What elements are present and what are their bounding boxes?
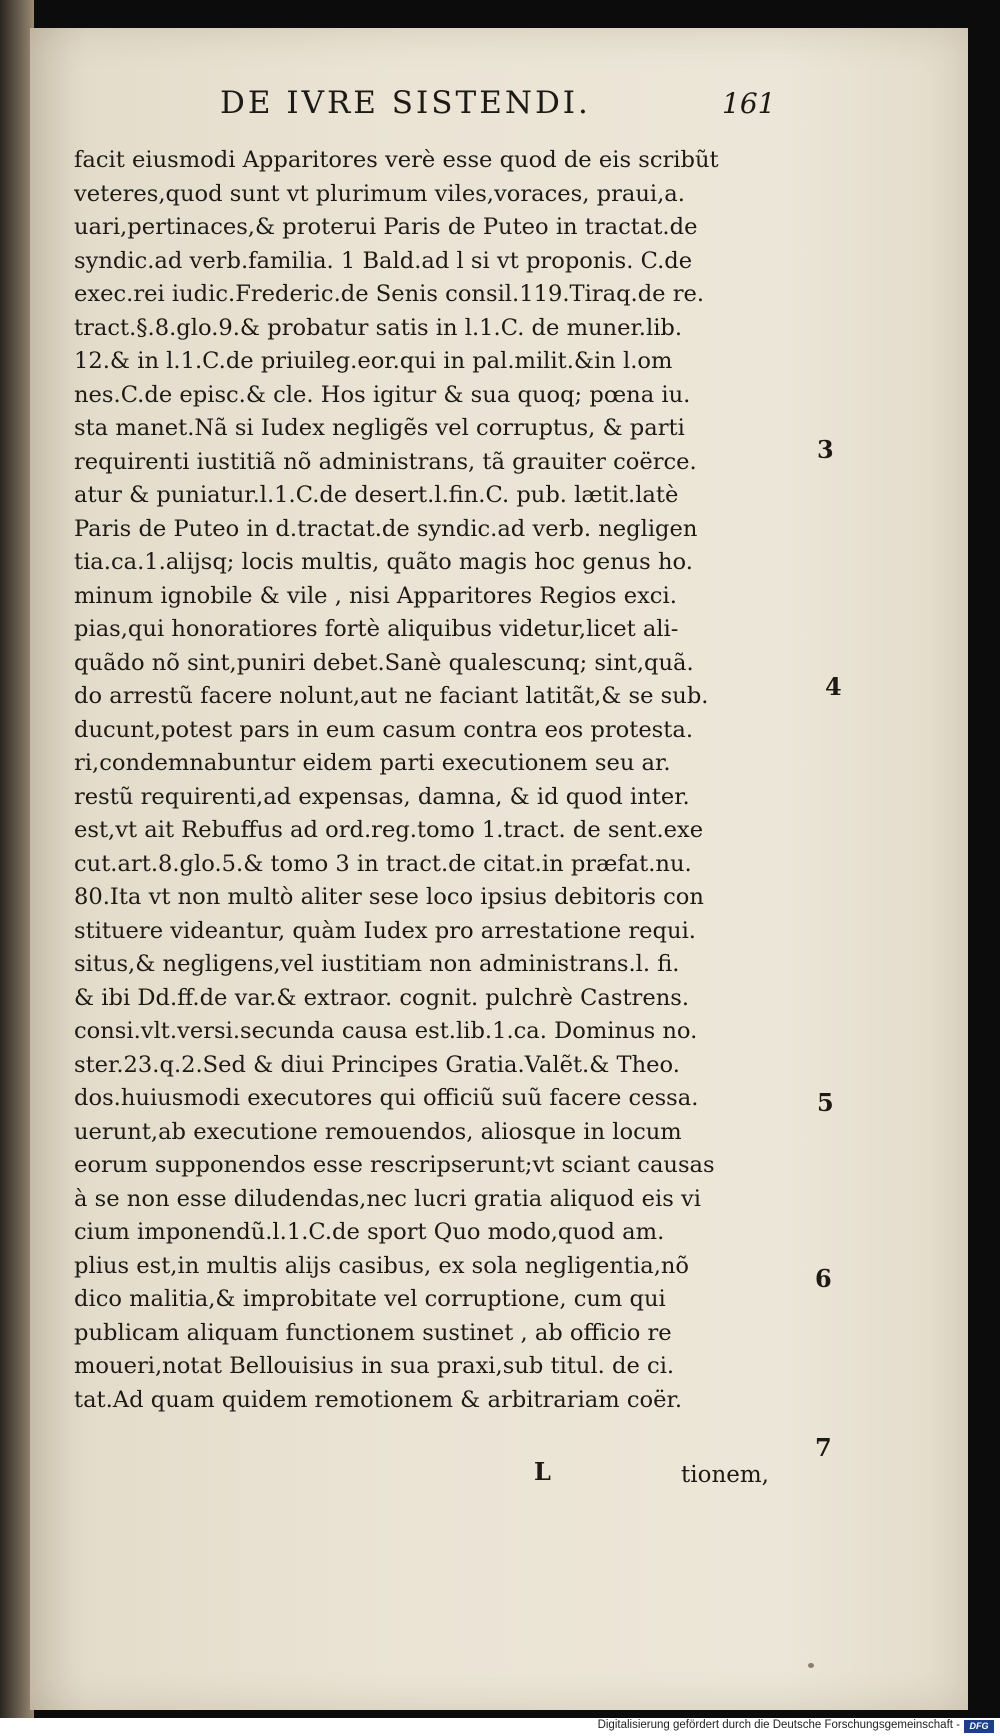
funding-credit: Digitalisierung gefördert durch die Deutsche Forschungsgemeinschaft - (597, 1719, 960, 1731)
book-gutter-edge (0, 0, 34, 1736)
text-line: uerunt,ab executione remouendos, aliosque in locum (74, 1118, 682, 1145)
text-line: requirenti iustitiã nõ administrans, tã grauiter coërce. (74, 448, 697, 475)
text-line: sta manet.Nã si Iudex negligẽs vel corruptus, & parti (74, 415, 685, 441)
text-line: exec.rei iudic.Frederic.de Senis consil.119.Tiraq.de re. (74, 281, 705, 307)
text-line: Paris de Puteo in d.tractat.de syndic.ad verb. negligen (74, 515, 698, 542)
text-line: moueri,notat Bellouisius in sua praxi,sub titul. de ci. (74, 1353, 675, 1379)
footer-bar (0, 1718, 1000, 1736)
text-line: pias,qui honoratiores fortè aliquibus videtur,licet ali- (74, 616, 679, 642)
text-line: publicam aliquam functionem sustinet , ab officio re (74, 1319, 672, 1346)
margin-note-number: 7 (815, 1433, 832, 1462)
text-line: plius est,in multis alijs casibus, ex sola negligentia,nõ (74, 1252, 690, 1279)
text-line: cut.art.8.glo.5.& tomo 3 in tract.de citat.in præfat.nu. (74, 850, 692, 877)
running-head: DE IVRE SISTENDI. (220, 85, 591, 121)
text-line: ri,condemnabuntur eidem parti executionem seu ar. (74, 750, 671, 776)
text-line: syndic.ad verb.familia. 1 Bald.ad l si vt proponis. C.de (74, 247, 693, 274)
text-line: 80.Ita vt non multò aliter sese loco ipsius debitoris con (74, 884, 704, 910)
margin-note-number: 6 (815, 1264, 832, 1293)
margin-note-number: 4 (825, 672, 842, 701)
text-line: minum ignobile & vile , nisi Apparitores Regios exci. (74, 582, 677, 609)
text-line: & ibi Dd.ff.de var.& extraor. cognit. pulchrè Castrens. (74, 984, 690, 1011)
text-line: 12.& in l.1.C.de priuileg.eor.qui in pal.milit.&in l.om (74, 348, 673, 374)
book-page (30, 28, 968, 1710)
text-line: consi.vlt.versi.secunda causa est.lib.1.ca. Dominus no. (74, 1018, 698, 1044)
text-line: ster.23.q.2.Sed & diui Principes Gratia.Valẽt.& Theo. (74, 1051, 680, 1078)
text-line: dico malitia,& improbitate vel corruptione, cum qui (74, 1286, 666, 1312)
text-line: quãdo nõ sint,puniri debet.Sanè qualescunq; sint,quã. (74, 649, 694, 676)
body-text (74, 144, 826, 1417)
text-line: est,vt ait Rebuffus ad ord.reg.tomo 1.tract. de sent.exe (74, 817, 704, 843)
text-line: dos.huiusmodi executores qui officiũ suũ facere cessa. (74, 1085, 699, 1111)
paper-speck (808, 1663, 814, 1668)
page-number: 161 (722, 87, 776, 120)
text-line: tat.Ad quam quidem remotionem & arbitrariam coër. (74, 1386, 683, 1413)
dfg-logo-icon: DFG (964, 1720, 994, 1733)
text-line: restũ requirenti,ad expensas, damna, & id quod inter. (74, 783, 690, 810)
margin-note-number: 5 (817, 1088, 834, 1117)
text-line: eorum supponendos esse rescripserunt;vt sciant causas (74, 1152, 715, 1178)
text-line: veteres,quod sunt vt plurimum viles,voraces, praui,a. (74, 180, 685, 207)
text-line: nes.C.de episc.& cle. Hos igitur & sua quoq; pœna iu. (74, 381, 691, 408)
signature-mark: L (534, 1457, 551, 1486)
text-line: ducunt,potest pars in eum casum contra eos protesta. (74, 716, 694, 743)
text-line: tract.§.8.glo.9.& probatur satis in l.1.C. de muner.lib. (74, 314, 683, 341)
catchword: tionem, (681, 1462, 769, 1488)
text-line: situs,& negligens,vel iustitiam non administrans.l. fi. (74, 951, 680, 977)
text-line: stituere videantur, quàm Iudex pro arrestatione requi. (74, 917, 696, 944)
text-line: tia.ca.1.alijsq; locis multis, quãto magis hoc genus ho. (74, 549, 693, 575)
text-line: uari,pertinaces,& proterui Paris de Puteo in tractat.de (74, 214, 698, 240)
text-line: do arrestũ facere nolunt,aut ne faciant latitãt,& se sub. (74, 683, 709, 709)
text-line: facit eiusmodi Apparitores verè esse quod de eis scribũt (74, 147, 719, 173)
text-line: cium imponendũ.l.1.C.de sport Quo modo,quod am. (74, 1219, 665, 1245)
text-line: à se non esse diludendas,nec lucri gratia aliquod eis vi (74, 1185, 701, 1212)
text-line: atur & puniatur.l.1.C.de desert.l.fin.C. pub. lætit.latè (74, 482, 679, 508)
margin-note-number: 3 (817, 435, 834, 464)
